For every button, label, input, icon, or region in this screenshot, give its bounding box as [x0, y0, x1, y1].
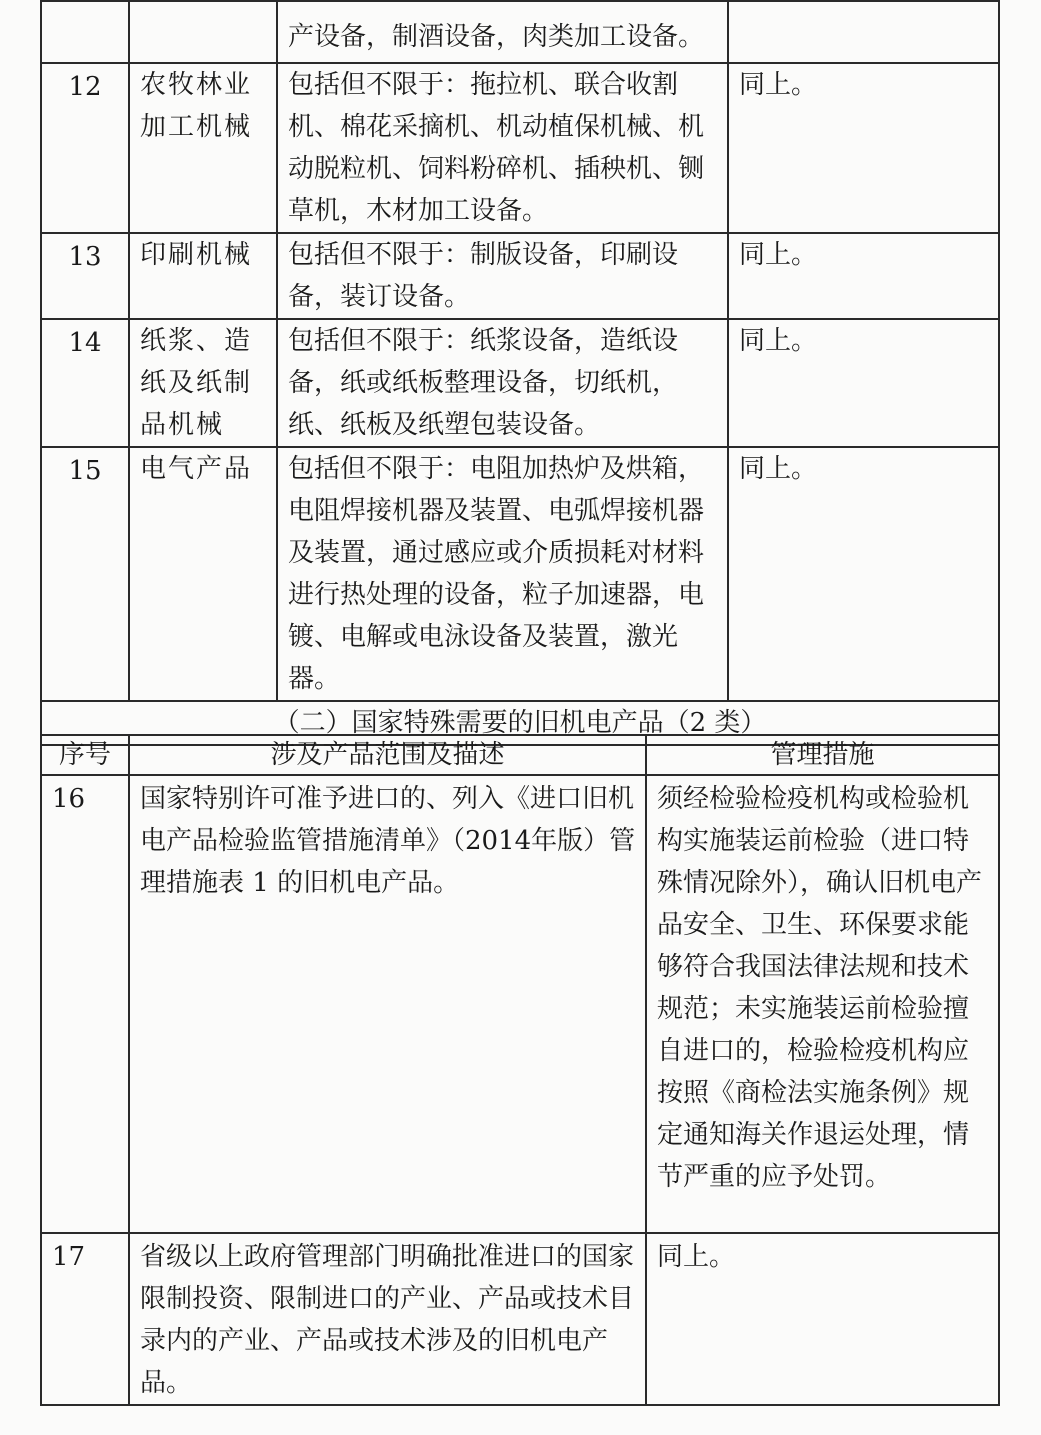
management-measure: 同上。: [728, 319, 999, 447]
management-measure: [728, 1, 999, 63]
management-measure: 同上。: [728, 63, 999, 233]
category-name: 印刷机械: [129, 233, 277, 319]
table-row: [41, 1233, 999, 1405]
table-row: [41, 447, 999, 701]
header-number: 序号: [41, 735, 129, 775]
product-table-continued: [40, 0, 1000, 746]
row-number: 12: [41, 63, 129, 233]
table-row: [41, 775, 999, 1233]
row-number: 13: [41, 233, 129, 319]
category-name: [129, 1, 277, 63]
header-description: 涉及产品范围及描述: [129, 735, 646, 775]
category-name: 电气产品: [129, 447, 277, 701]
management-measure: 同上。: [728, 233, 999, 319]
category-description: 包括但不限于：制版设备，印刷设备，装订设备。: [277, 233, 728, 319]
row-number: 17: [41, 1233, 129, 1405]
row-number: [41, 1, 129, 63]
special-products-table: [40, 734, 1000, 1406]
table-row: [41, 63, 999, 233]
category-description: 包括但不限于：拖拉机、联合收割机、棉花采摘机、机动植保机械、机动脱粒机、饲料粉碎机、插秧机、铡草机，木材加工设备。: [277, 63, 728, 233]
header-measure: 管理措施: [646, 735, 999, 775]
management-measure: 同上。: [728, 447, 999, 701]
management-measure: 须经检验检疫机构或检验机构实施装运前检验（进口特殊情况除外），确认旧机电产品安全、卫生、环保要求能够符合我国法律法规和技术规范；未实施装运前检验擅自进口的，检验检疫机构应按照《商检法实施条例》规定通知海关作退运处理，情节严重的应予处罚。: [646, 775, 999, 1233]
product-description: 省级以上政府管理部门明确批准进口的国家限制投资、限制进口的产业、产品或技术目录内的产业、产品或技术涉及的旧机电产品。: [129, 1233, 646, 1405]
category-description: 产设备，制酒设备，肉类加工设备。: [277, 1, 728, 63]
header-row: [41, 735, 999, 775]
row-number: 14: [41, 319, 129, 447]
category-name: 农牧林业加工机械: [129, 63, 277, 233]
table-row: [41, 1, 999, 63]
table-row: [41, 233, 999, 319]
row-number: 15: [41, 447, 129, 701]
row-number: 16: [41, 775, 129, 1233]
section-title: （二）国家特殊需要的旧机电产品（2 类）: [41, 701, 999, 745]
management-measure: 同上。: [646, 1233, 999, 1405]
category-description: 包括但不限于：纸浆设备，造纸设备，纸或纸板整理设备，切纸机，纸、纸板及纸塑包装设备。: [277, 319, 728, 447]
category-description: 包括但不限于：电阻加热炉及烘箱，电阻焊接机器及装置、电弧焊接机器及装置，通过感应或介质损耗对材料进行热处理的设备，粒子加速器，电镀、电解或电泳设备及装置，激光器。: [277, 447, 728, 701]
table-row: [41, 319, 999, 447]
product-description: 国家特别许可准予进口的、列入《进口旧机电产品检验监管措施清单》（2014年版）管理措施表 1 的旧机电产品。: [129, 775, 646, 1233]
category-name: 纸浆、造纸及纸制品机械: [129, 319, 277, 447]
